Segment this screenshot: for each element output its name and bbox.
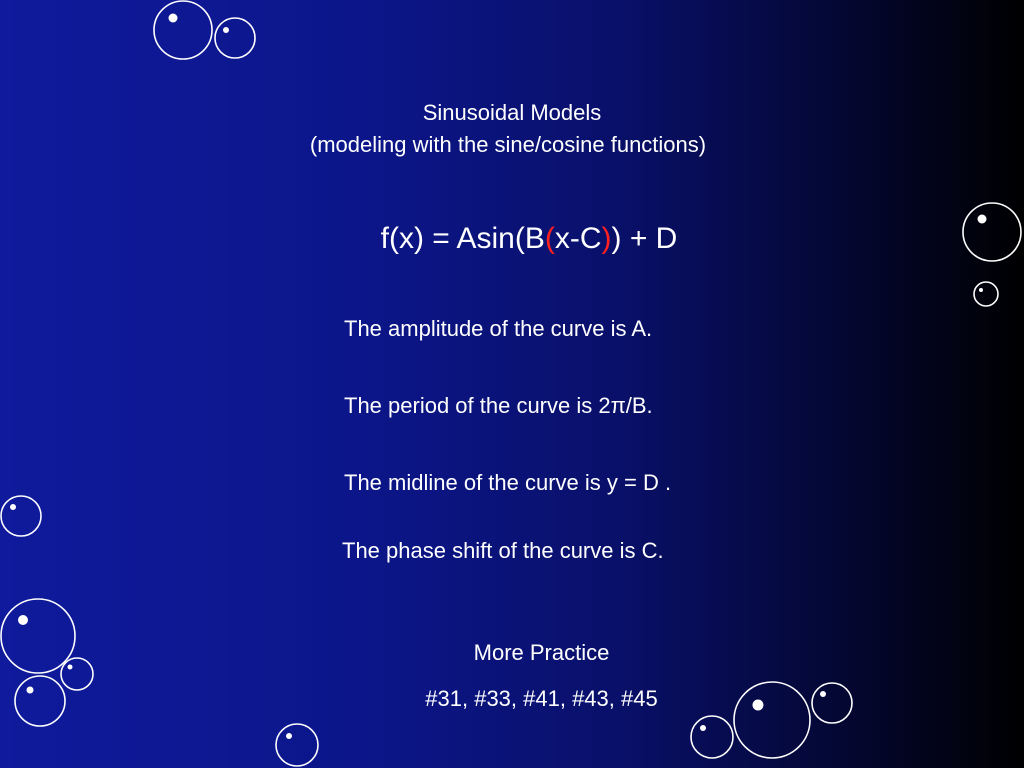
slide-subtitle: (modeling with the sine/cosine functions) — [309, 132, 707, 157]
formula-close-paren: ) — [601, 222, 612, 255]
slide-title: Sinusoidal Models — [422, 100, 602, 125]
formula-part3: ) + D — [611, 222, 678, 255]
fact-period: The period of the curve is 2π/B. — [344, 393, 653, 418]
formula-part2: x-C — [554, 222, 602, 255]
more-practice-heading: More Practice — [473, 640, 610, 665]
bubble-icon — [974, 282, 998, 306]
bubble-icon — [154, 1, 212, 59]
formula-lhs: f(x) = — [380, 222, 457, 255]
bubble-icon — [691, 716, 733, 758]
bubble-icon — [215, 18, 255, 58]
bubble-icon — [276, 724, 318, 766]
sinusoid-formula — [0, 222, 1024, 256]
bubble-icon — [1, 496, 41, 536]
formula-open-paren: ( — [544, 222, 555, 255]
fact-phase-shift: The phase shift of the curve is C. — [342, 538, 664, 563]
fact-midline: The midline of the curve is y = D . — [344, 470, 672, 495]
fact-amplitude: The amplitude of the curve is A. — [344, 316, 653, 341]
practice-problems: #31, #33, #41, #43, #45 — [425, 686, 658, 711]
formula-part1: Asin(B — [456, 222, 545, 255]
